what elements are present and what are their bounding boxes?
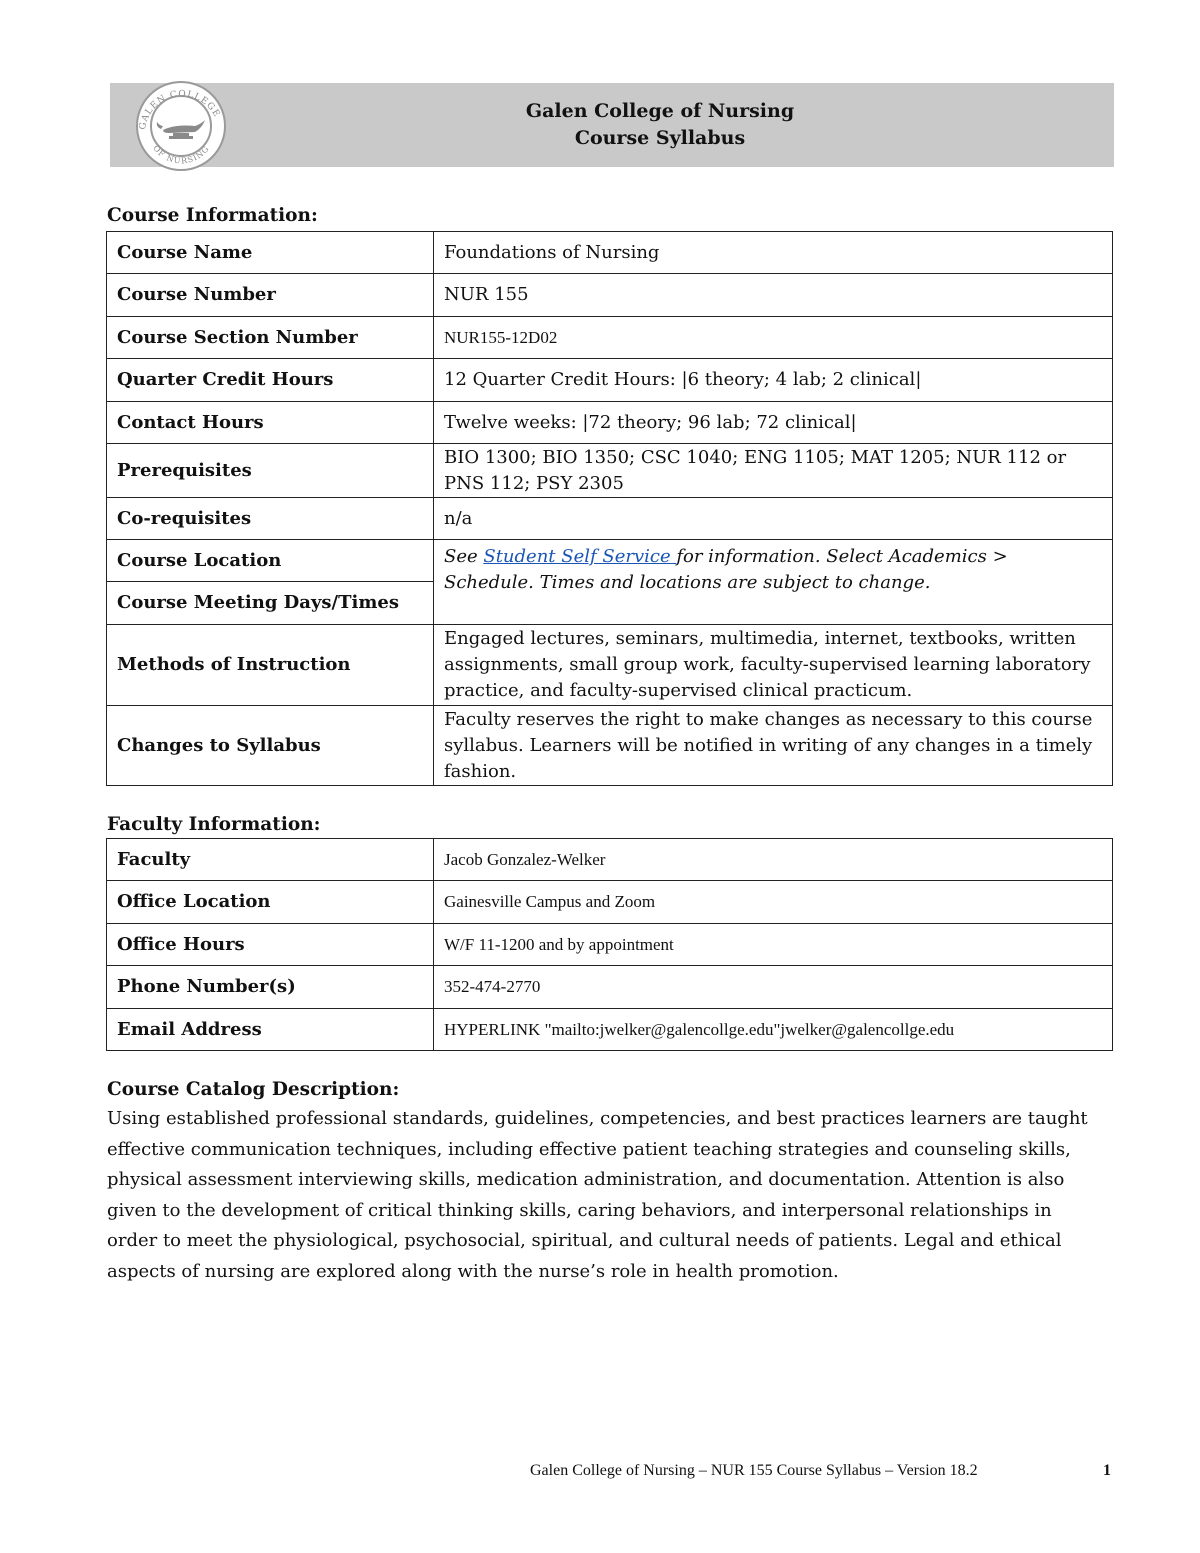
page-number: 1 (1103, 1462, 1111, 1479)
row-label: Course Meeting Days/Times (107, 582, 434, 625)
page-footer: Galen College of Nursing – NUR 155 Course Syllabus – Version 18.2 (530, 1462, 978, 1479)
row-value: n/a (434, 498, 1113, 540)
course-info-table (106, 231, 1113, 786)
catalog-heading: Course Catalog Description: (107, 1079, 400, 1100)
table-row (107, 881, 1113, 924)
table-row (107, 706, 1113, 786)
row-value: Foundations of Nursing (434, 232, 1113, 274)
row-label: Faculty (107, 839, 434, 881)
row-label: Email Address (107, 1009, 434, 1051)
table-row (107, 540, 1113, 582)
table-row (107, 839, 1113, 881)
row-label: Methods of Instruction (107, 625, 434, 706)
table-row (107, 359, 1113, 402)
row-value: 12 Quarter Credit Hours: |6 theory; 4 lab; 2 clinical| (434, 359, 1113, 402)
course-info-heading: Course Information: (107, 205, 318, 226)
table-row (107, 402, 1113, 444)
row-value: Faculty reserves the right to make changes as necessary to this course syllabus. Learners will be notified in writing of any changes in a timely fashion. (434, 706, 1113, 786)
row-label: Office Hours (107, 924, 434, 966)
row-value: NUR 155 (434, 274, 1113, 317)
student-self-service-link[interactable]: Student Self Service (483, 546, 677, 567)
faculty-info-table (106, 838, 1113, 1051)
table-row (107, 1009, 1113, 1051)
seal-text-top: GALEN COLLEGE (137, 89, 222, 131)
row-label: Contact Hours (107, 402, 434, 444)
row-value: NUR155-12D02 (434, 317, 1113, 359)
row-value: Engaged lectures, seminars, multimedia, internet, textbooks, written assignments, small group work, faculty-supervised learning laboratory practice, and faculty-supervised clinical practicum. (434, 625, 1113, 706)
row-label: Prerequisites (107, 444, 434, 498)
row-label: Changes to Syllabus (107, 706, 434, 786)
table-row (107, 232, 1113, 274)
row-label: Quarter Credit Hours (107, 359, 434, 402)
header-title (410, 98, 910, 152)
college-name: Galen College of Nursing (525, 100, 795, 122)
location-note-suffix: for information. Select Academics > Schedule. Times and locations are subject to change. (444, 546, 1008, 593)
row-value: BIO 1300; BIO 1350; CSC 1040; ENG 1105; MAT 1205; NUR 112 or PNS 112; PSY 2305 (434, 444, 1113, 498)
catalog-description: Using established professional standards, guidelines, competencies, and best practices learners are taught effective communication techniques, including effective patient teaching strategies and counseling skills, physical assessment interviewing skills, medication administration, and documentation. Attention is also given to the development of critical thinking skills, caring behaviors, and interpersonal relationships in order to meet the physiological, psychosocial, spiritual, and cultural needs of patients. Legal and ethical aspects of nursing are explored along with the nurse’s role in health promotion. (107, 1108, 1088, 1282)
table-row (107, 924, 1113, 966)
table-row (107, 444, 1113, 498)
location-note (434, 540, 1113, 625)
row-label: Office Location (107, 881, 434, 924)
row-label: Course Number (107, 274, 434, 317)
seal-text-bottom: OF NURSING (151, 143, 212, 166)
table-row (107, 966, 1113, 1009)
table-row (107, 317, 1113, 359)
row-label: Course Section Number (107, 317, 434, 359)
table-row (107, 625, 1113, 706)
row-value: 352-474-2770 (434, 966, 1113, 1009)
faculty-info-heading: Faculty Information: (107, 814, 321, 835)
row-value: Twelve weeks: |72 theory; 96 lab; 72 clinical| (434, 402, 1113, 444)
table-row (107, 498, 1113, 540)
table-row (107, 274, 1113, 317)
row-value: Jacob Gonzalez-Welker (434, 839, 1113, 881)
row-label: Course Name (107, 232, 434, 274)
document-title: Course Syllabus (574, 127, 746, 149)
row-label: Course Location (107, 540, 434, 582)
row-value: W/F 11-1200 and by appointment (434, 924, 1113, 966)
row-label: Co-requisites (107, 498, 434, 540)
row-value: Gainesville Campus and Zoom (434, 881, 1113, 924)
row-label: Phone Number(s) (107, 966, 434, 1009)
location-note-prefix: See (444, 546, 484, 567)
college-seal-logo (125, 80, 235, 172)
email-value[interactable]: HYPERLINK "mailto:jwelker@galencollge.edu"jwelker@galencollge.edu (434, 1009, 1113, 1051)
